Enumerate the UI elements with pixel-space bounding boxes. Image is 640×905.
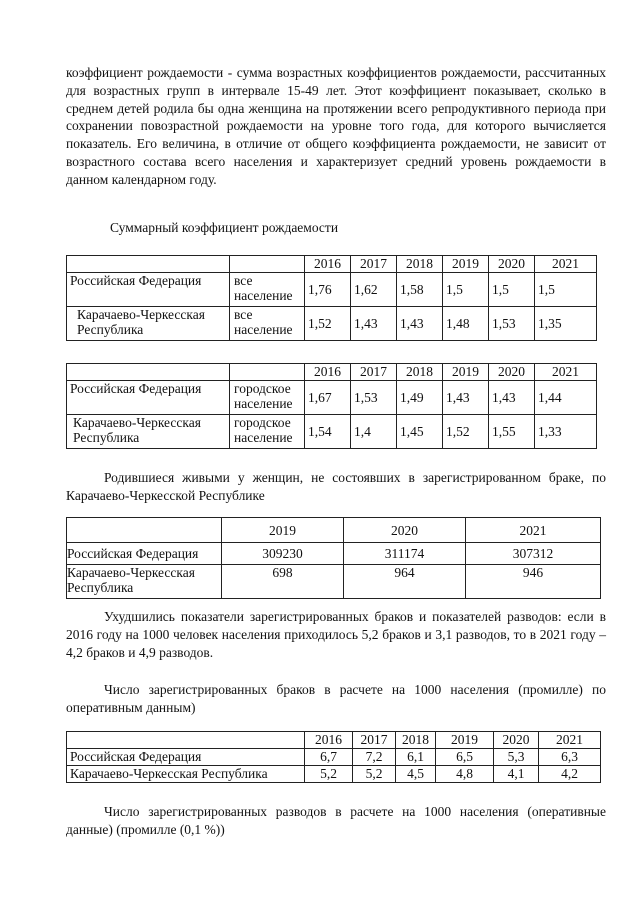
group-cell: городское население — [230, 415, 305, 449]
value-cell: 1,35 — [535, 307, 597, 341]
value-cell: 307312 — [466, 543, 601, 565]
empty-header-cell — [230, 256, 305, 273]
region-cell: Карачаево-Черкесская Республика — [67, 565, 222, 599]
region-cell: Российская Федерация — [67, 381, 230, 415]
value-cell: 4,8 — [436, 766, 494, 783]
value-cell: 6,1 — [396, 749, 436, 766]
tfr-total-table — [66, 255, 597, 341]
table-header-row — [67, 518, 601, 543]
value-cell: 4,1 — [494, 766, 539, 783]
value-cell: 1,55 — [489, 415, 535, 449]
empty-header-cell — [67, 732, 305, 749]
empty-header-cell — [67, 518, 222, 543]
year-header: 2020 — [489, 256, 535, 273]
year-header: 2021 — [535, 364, 597, 381]
empty-header-cell — [67, 256, 230, 273]
value-cell: 311174 — [344, 543, 466, 565]
year-header: 2016 — [305, 256, 351, 273]
table-row — [67, 565, 601, 599]
marriages-caption: Число зарегистрированных браков в расчете на 1000 населения (промилле) по оперативным данным) — [66, 682, 606, 715]
value-cell: 1,53 — [489, 307, 535, 341]
value-cell: 7,2 — [353, 749, 396, 766]
region-cell: Карачаево-Черкесская Республика — [67, 415, 230, 449]
value-cell: 1,5 — [489, 273, 535, 307]
empty-header-cell — [230, 364, 305, 381]
value-cell: 964 — [344, 565, 466, 599]
marriage-divorce-paragraph: Ухудшились показатели зарегистрированных браков и показателей разводов: если в 2016 году на 1000 человек населения приходилось 5,2 браков и 3,1 разводов, то в 2021 году – 4,2 браков и 4,9 разводов. — [66, 609, 606, 660]
value-cell: 1,33 — [535, 415, 597, 449]
group-cell: все население — [230, 273, 305, 307]
intro-paragraph: коэффициент рождаемости - сумма возрастных коэффициентов рождаемости, рассчитанных для возрастных групп в интервале 15-49 лет. Этот коэффициент показывает, сколько в среднем детей родила бы одна женщина на протяжении всего репродуктивного периода при сохранении повозрастной рождаемости на уровне того года, для которого вычисляется показатель. Его величина, в отличие от общего коэффициента рождаемости, не зависит от возрастного состава всего населения и характеризует средний уровень рождаемости в данном календарном году. — [66, 65, 606, 187]
tfr-caption: Суммарный коэффициент рождаемости — [110, 220, 339, 235]
value-cell: 1,52 — [305, 307, 351, 341]
value-cell: 5,2 — [353, 766, 396, 783]
year-header: 2020 — [489, 364, 535, 381]
value-cell: 6,7 — [305, 749, 353, 766]
year-header: 2019 — [443, 256, 489, 273]
value-cell: 1,76 — [305, 273, 351, 307]
table-row — [67, 415, 597, 449]
value-cell: 1,43 — [443, 381, 489, 415]
region-cell: Российская Федерация — [67, 273, 230, 307]
group-cell: городское население — [230, 381, 305, 415]
value-cell: 309230 — [222, 543, 344, 565]
year-header: 2016 — [305, 732, 353, 749]
value-cell: 1,43 — [351, 307, 397, 341]
region-cell: Российская Федерация — [67, 543, 222, 565]
table-row — [67, 543, 601, 565]
value-cell: 5,3 — [494, 749, 539, 766]
value-cell: 1,49 — [397, 381, 443, 415]
value-cell: 6,5 — [436, 749, 494, 766]
unmarried-caption: Родившиеся живыми у женщин, не состоявших в зарегистрированном браке, по Карачаево-Черкесской Республике — [66, 470, 606, 503]
table-header-row — [67, 364, 597, 381]
value-cell: 4,2 — [539, 766, 601, 783]
value-cell: 4,5 — [396, 766, 436, 783]
table-row — [67, 749, 601, 766]
value-cell: 1,52 — [443, 415, 489, 449]
value-cell: 1,45 — [397, 415, 443, 449]
value-cell: 6,3 — [539, 749, 601, 766]
value-cell: 1,5 — [535, 273, 597, 307]
region-cell: Карачаево-Черкесская Республика — [67, 307, 230, 341]
value-cell: 1,54 — [305, 415, 351, 449]
year-header: 2019 — [443, 364, 489, 381]
value-cell: 5,2 — [305, 766, 353, 783]
year-header: 2021 — [539, 732, 601, 749]
year-header: 2021 — [535, 256, 597, 273]
value-cell: 1,62 — [351, 273, 397, 307]
year-header: 2016 — [305, 364, 351, 381]
value-cell: 1,43 — [397, 307, 443, 341]
group-cell: все население — [230, 307, 305, 341]
value-cell: 1,48 — [443, 307, 489, 341]
value-cell: 1,43 — [489, 381, 535, 415]
marriages-table — [66, 731, 601, 783]
year-header: 2018 — [397, 364, 443, 381]
table-row — [67, 273, 597, 307]
year-header: 2020 — [344, 518, 466, 543]
value-cell: 1,53 — [351, 381, 397, 415]
year-header: 2017 — [351, 364, 397, 381]
region-cell: Карачаево-Черкесская Республика — [67, 766, 305, 783]
table-row — [67, 381, 597, 415]
year-header: 2020 — [494, 732, 539, 749]
table-header-row — [67, 732, 601, 749]
year-header: 2017 — [351, 256, 397, 273]
value-cell: 698 — [222, 565, 344, 599]
year-header: 2018 — [397, 256, 443, 273]
year-header: 2021 — [466, 518, 601, 543]
value-cell: 1,5 — [443, 273, 489, 307]
value-cell: 1,4 — [351, 415, 397, 449]
table-row — [67, 766, 601, 783]
value-cell: 946 — [466, 565, 601, 599]
year-header: 2017 — [353, 732, 396, 749]
table-row — [67, 307, 597, 341]
year-header: 2018 — [396, 732, 436, 749]
year-header: 2019 — [436, 732, 494, 749]
value-cell: 1,67 — [305, 381, 351, 415]
region-cell: Российская Федерация — [67, 749, 305, 766]
year-header: 2019 — [222, 518, 344, 543]
tfr-urban-table — [66, 363, 597, 449]
value-cell: 1,44 — [535, 381, 597, 415]
table-header-row — [67, 256, 597, 273]
divorces-caption: Число зарегистрированных разводов в расчете на 1000 населения (оперативные данные) (промилле (0,1 %)) — [66, 804, 606, 837]
empty-header-cell — [67, 364, 230, 381]
unmarried-table — [66, 517, 601, 599]
value-cell: 1,58 — [397, 273, 443, 307]
